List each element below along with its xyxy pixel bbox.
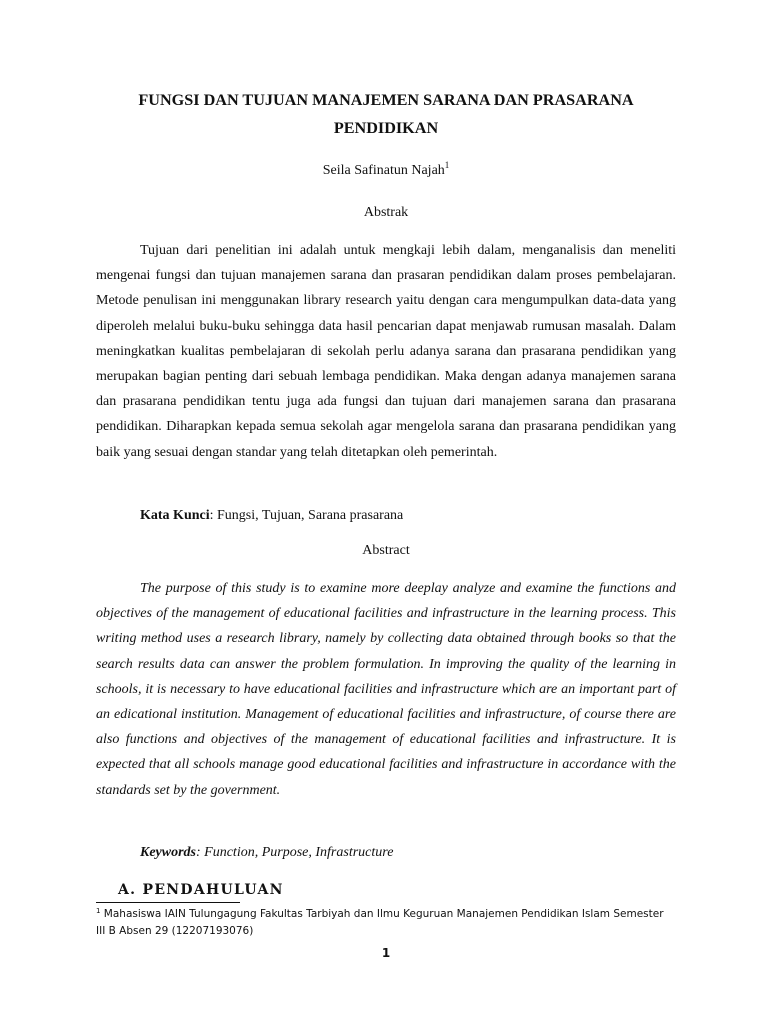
kata-kunci-label: Kata Kunci <box>140 508 210 523</box>
abstract-heading: Abstract <box>362 543 410 558</box>
page-number: 1 <box>381 946 391 960</box>
kata-kunci-line <box>140 505 403 527</box>
footnote-text: Mahasiswa IAIN Tulungagung Fakultas Tarbiyah dan Ilmu Keguruan Manajemen Pendidikan Islam Semester III B Absen 29 (12207193076) <box>96 908 664 937</box>
keywords-value: : Function, Purpose, Infrastructure <box>196 845 394 860</box>
keywords-line <box>140 842 393 864</box>
author-line <box>96 160 676 182</box>
keywords-label: Keywords <box>140 845 196 860</box>
author-footnote-mark: 1 <box>444 160 450 170</box>
abstrak-paragraph: Tujuan dari penelitian ini adalah untuk mengkaji lebih dalam, menganalisis dan meneliti mengenai fungsi dan tujuan manajemen sarana dan prasaran pendidikan dalam proses pembelajaran. Metode penulisan ini menggunakan library research yaitu dengan cara mengumpulkan data-data yang diperoleh melalui buku-buku sehingga data hasil pencarian dapat menjawab rumusan masalah. Dalam meningkatkan kualitas pembelajaran di sekolah perlu adanya sarana dan prasarana pendidikan yang merupakan bagian penting dari sebuah lembaga pendidikan. Maka dengan adanya manajemen sarana dan prasarana pendidikan tentu juga ada fungsi dan tujuan dari manajemen sarana dan prasarana pendidikan. Diharapkan kepada semua sekolah agar mengelola sarana dan prasarana pendidikan yang baik yang sesuai dengan standar yang telah ditetapkan oleh pemerintah. <box>96 243 676 460</box>
abstract-paragraph: The purpose of this study is to examine more deeplay analyze and examine the functions and objectives of the management of educational facilities and infrastructure in the learning process. This writing method uses a research library, namely by collecting data obtained through books so that the search results data can answer the problem formulation. In improving the quality of the learning in schools, it is necessary to have educational facilities and infrastructure which are an important part of an edicational institution. Management of educational facilities and infrastructure, of course there are also functions and objectives of the management of educational facilities and infrastructure. It is expected that all schools manage good educational facilities and infrastructure in accordance with the standards set by the government. <box>96 581 676 798</box>
document-title: FUNGSI DAN TUJUAN MANAJEMEN SARANA DAN PRASARANA PENDIDIKAN <box>138 91 634 137</box>
kata-kunci-value: : Fungsi, Tujuan, Sarana prasarana <box>209 508 404 523</box>
footnote-divider <box>96 902 240 903</box>
section-heading: A. PENDAHULUAN <box>118 882 284 898</box>
footnote <box>96 906 676 939</box>
abstrak-heading: Abstrak <box>363 205 409 220</box>
author-name: Seila Safinatun Najah <box>322 163 445 178</box>
footnote-mark: 1 <box>96 907 101 915</box>
